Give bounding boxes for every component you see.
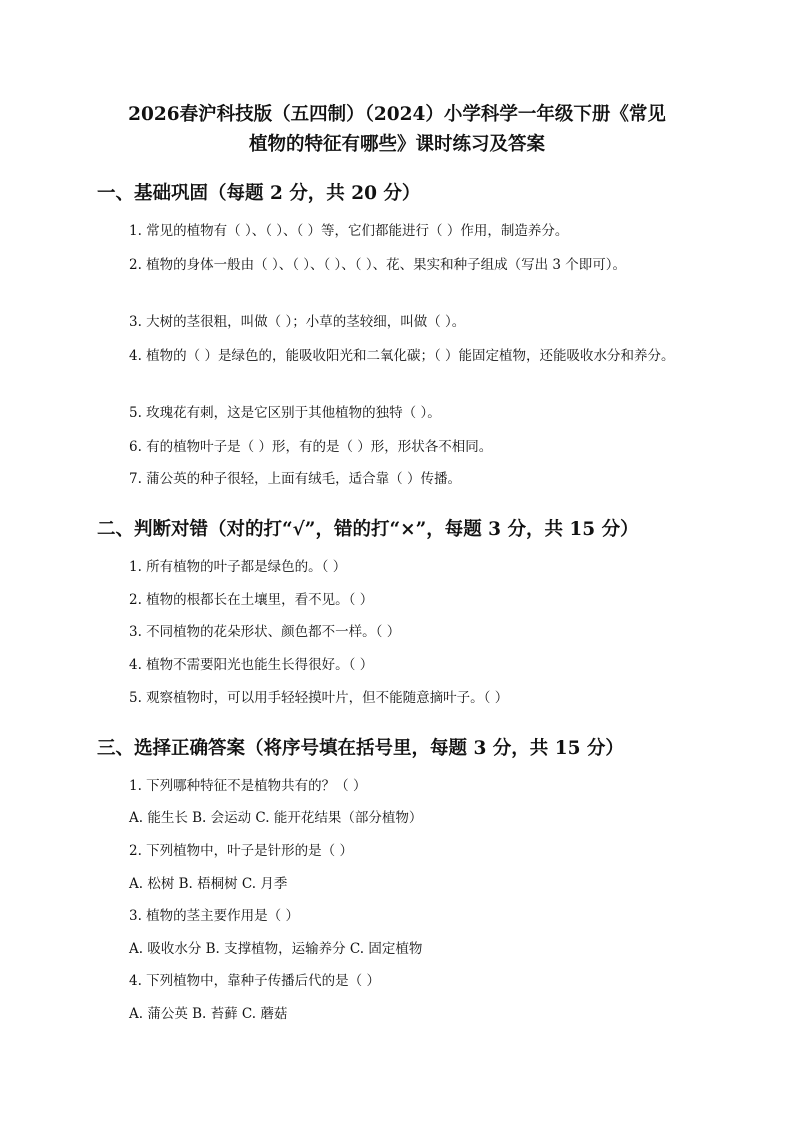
s1-question-5: 5. 玫瑰花有刺，这是它区别于其他植物的独特（ ）。 — [129, 405, 441, 421]
s3-question-2-stem: 2. 下列植物中，叶子是针形的是（ ） — [129, 843, 353, 859]
s3-question-3-stem: 3. 植物的茎主要作用是（ ） — [129, 908, 299, 924]
s3-question-4-options: A. 蒲公英 B. 苔藓 C. 蘑菇 — [129, 1006, 288, 1022]
section-2-heading: 二、判断对错（对的打“√”，错的打“×”，每题 3 分，共 15 分） — [97, 519, 639, 540]
s1-question-7: 7. 蒲公英的种子很轻，上面有绒毛，适合靠（ ）传播。 — [129, 471, 461, 487]
title-line-2: 植物的特征有哪些》课时练习及答案 — [248, 134, 545, 155]
s1-question-2: 2. 植物的身体一般由（ ）、（ ）、（ ）、（ ）、花、果实和种子组成（写出 3 个即可）。 — [129, 257, 627, 273]
s2-question-3: 3. 不同植物的花朵形状、颜色都不一样。（ ） — [129, 624, 401, 640]
document-title — [90, 100, 704, 160]
s2-question-4: 4. 植物不需要阳光也能生长得很好。（ ） — [129, 657, 374, 673]
s1-question-1: 1. 常见的植物有（ ）、（ ）、（ ）等，它们都能进行（ ）作用，制造养分。 — [129, 223, 569, 239]
s2-question-2: 2. 植物的根都长在土壤里，看不见。（ ） — [129, 592, 374, 608]
s1-question-4: 4. 植物的（ ）是绿色的，能吸收阳光和二氧化碳；（ ）能固定植物，还能吸收水分和养分。 — [129, 348, 675, 364]
title-line-1: 2026春沪科技版（五四制）（2024）小学科学一年级下册《常见 — [128, 104, 666, 125]
section-1-heading: 一、基础巩固（每题 2 分，共 20 分） — [97, 183, 421, 204]
s1-question-3: 3. 大树的茎很粗，叫做（ ）；小草的茎较细，叫做（ ）。 — [129, 314, 466, 330]
s3-question-1-options: A. 能生长 B. 会运动 C. 能开花结果（部分植物） — [129, 810, 423, 826]
s3-question-1-stem: 1. 下列哪种特征不是植物共有的？（ ） — [129, 778, 367, 794]
s2-question-5: 5. 观察植物时，可以用手轻轻摸叶片，但不能随意摘叶子。（ ） — [129, 690, 509, 706]
s3-question-4-stem: 4. 下列植物中，靠种子传播后代的是（ ） — [129, 973, 380, 989]
section-3-heading: 三、选择正确答案（将序号填在括号里，每题 3 分，共 15 分） — [97, 738, 624, 759]
s1-question-6: 6. 有的植物叶子是（ ）形，有的是（ ）形，形状各不相同。 — [129, 439, 493, 455]
s3-question-2-options: A. 松树 B. 梧桐树 C. 月季 — [129, 876, 288, 892]
s2-question-1: 1. 所有植物的叶子都是绿色的。（ ） — [129, 559, 347, 575]
s3-question-3-options: A. 吸收水分 B. 支撑植物，运输养分 C. 固定植物 — [129, 941, 423, 957]
